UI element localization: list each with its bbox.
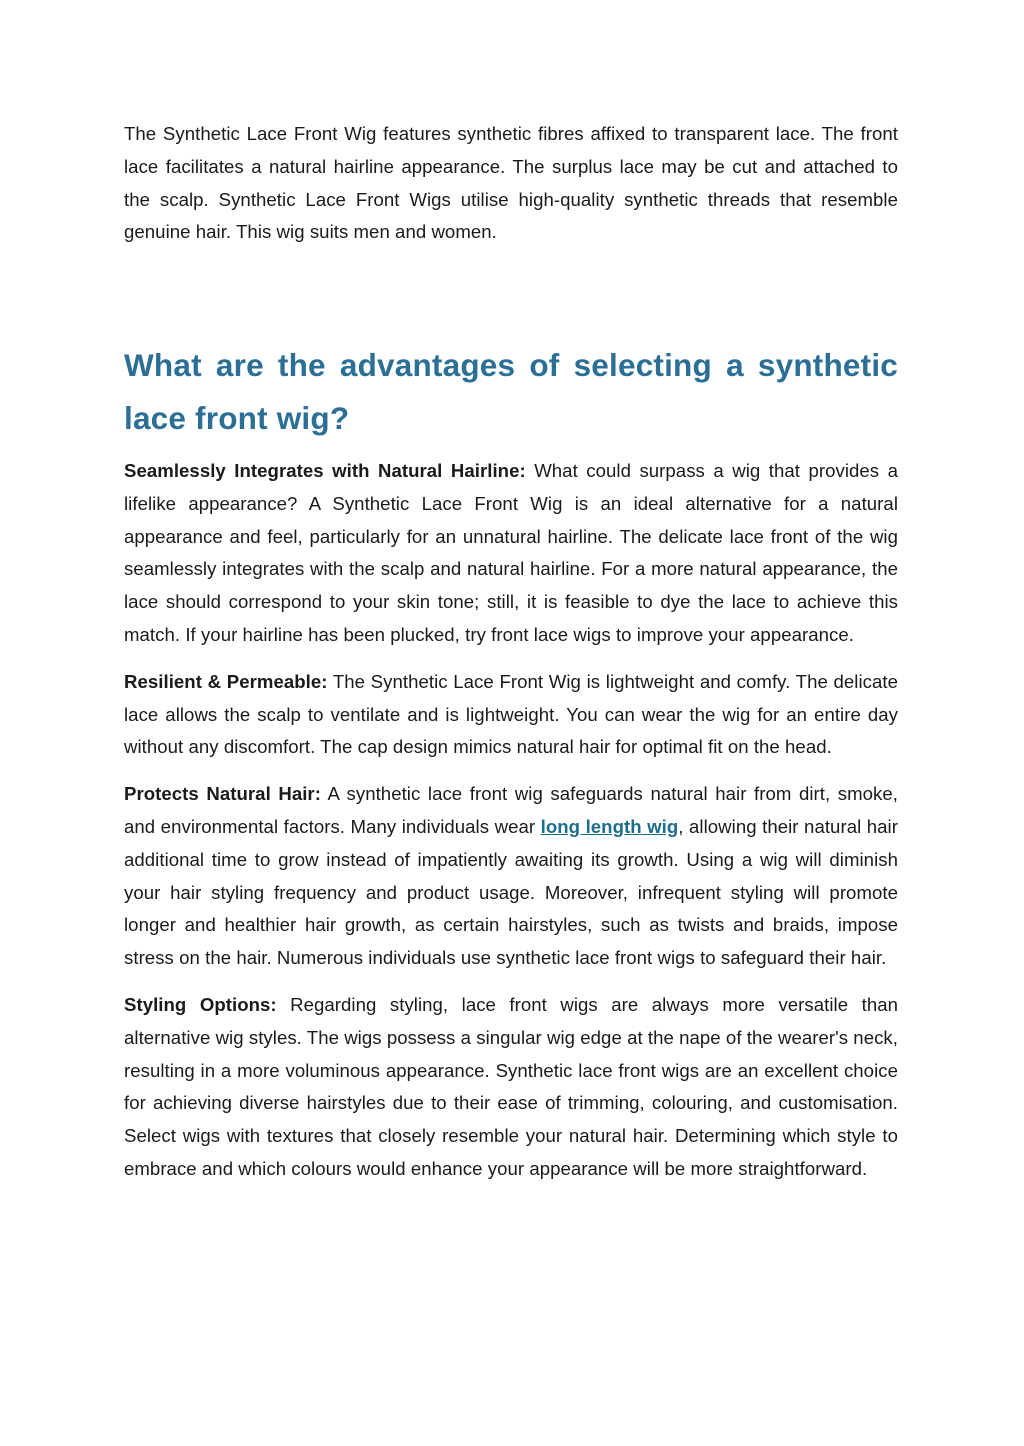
intro-paragraph: The Synthetic Lace Front Wig features synthetic fibres affixed to transparent lace. The front lace facilitates a natural hairline appearance. The surplus lace may be cut and attached to the scalp. Synthetic Lace Front Wigs utilise high-quality synthetic threads that resemble genuine hair. This wig suits men and women. (124, 123, 898, 243)
advantage-text: What could surpass a wig that provides a lifelike appearance? A Synthetic Lace Front Wig is an ideal alternative for a natural appearance and feel, particularly for an unnatural hairline. The delicate lace front of the wig seamlessly integrates with the scalp and natural hairline. For a more natural appearance, the lace should correspond to your skin tone; still, it is feasible to dye the lace to achieve this match. If your hairline has been plucked, try front lace wigs to improve your appearance. (124, 460, 898, 645)
advantages-list (124, 455, 898, 1200)
advantage-text: , allowing their natural hair additional time to grow instead of impatiently awaiting its growth. Using a wig will diminish your hair styling frequency and product usage. Moreover, infrequent styling will promote longer and healthier hair growth, as certain hairstyles, such as twists and braids, impose stress on the hair. Numerous individuals use synthetic lace front wigs to safeguard their hair. (124, 815, 898, 969)
advantage-paragraph-hairline (124, 455, 898, 652)
section-heading: What are the advantages of selecting a synthetic lace front wig? (124, 347, 898, 436)
advantage-term: Seamlessly Integrates with Natural Hairline: (124, 460, 526, 481)
advantage-paragraph-resilient (124, 666, 898, 764)
advantage-text: The Synthetic Lace Front Wig is lightweight and comfy. The delicate lace allows the scalp to ventilate and is lightweight. You can wear the wig for an entire day without any discomfort. The cap design mimics natural hair for optimal fit on the head. (124, 670, 899, 758)
advantage-paragraph-protects (124, 778, 898, 975)
advantage-term: Styling Options: (124, 993, 277, 1015)
advantage-term: Protects Natural Hair: (124, 783, 321, 805)
document-page (124, 118, 899, 1179)
advantage-term: Resilient & Permeable: (124, 670, 328, 692)
advantage-paragraph-styling (124, 989, 898, 1186)
advantage-text: A synthetic lace front wig safeguards natural hair from dirt, smoke, and environmental factors. Many individuals wear (124, 783, 898, 837)
advantage-text: Regarding styling, lace front wigs are always more versatile than alternative wig styles. The wigs possess a singular wig edge at the nape of the wearer's neck, resulting in a more voluminous appearance. Synthetic lace front wigs are an excellent choice for achieving diverse hairstyles due to their ease of trimming, colouring, and customisation. Select wigs with textures that closely resemble your natural hair. Determining which style to embrace and which colours would enhance your appearance will be more straightforward. (124, 993, 899, 1179)
long-length-wig-link[interactable]: long length wig (540, 815, 679, 837)
